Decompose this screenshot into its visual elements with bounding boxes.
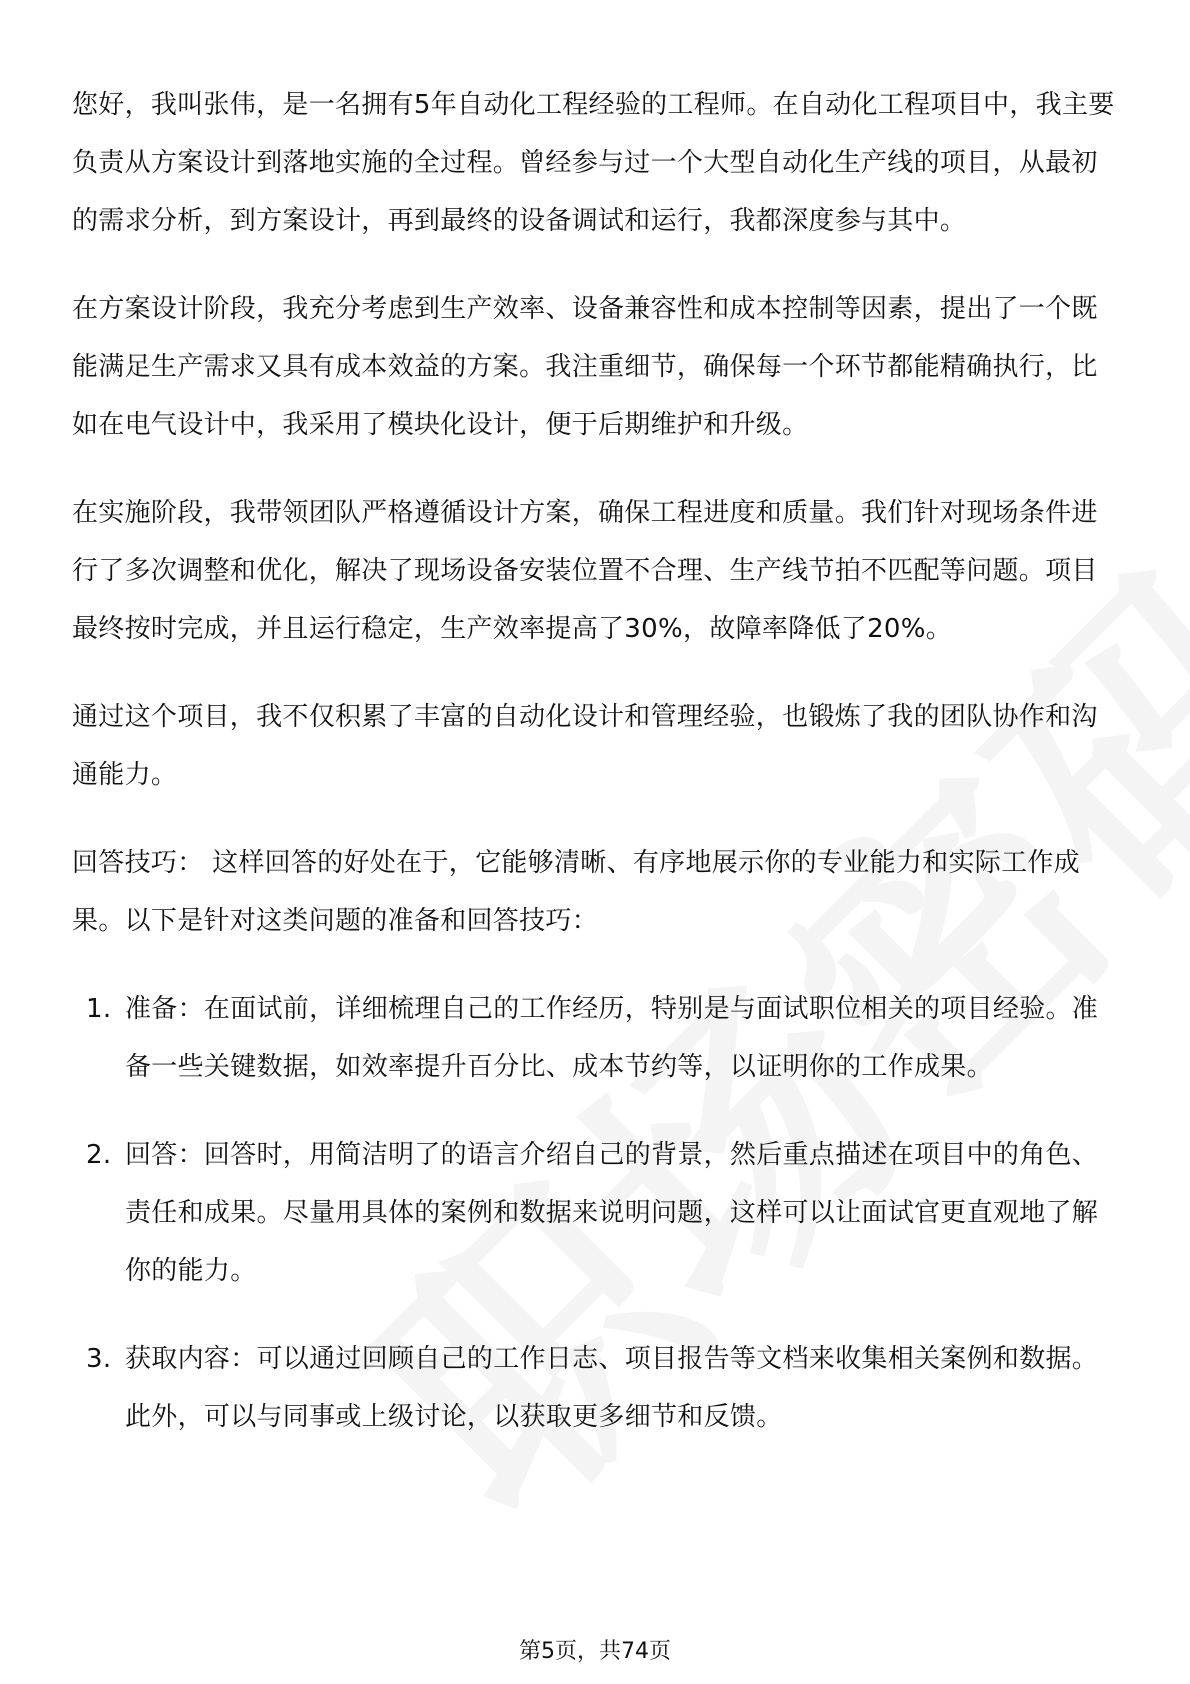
list-item-text: 回答：回答时，用简洁明了的语言介绍自己的背景，然后重点描述在项目中的角色、责任和成果。尽量用具体的案例和数据来说明问题，这样可以让面试官更直观地了解你的能力。 [125,1140,1099,1286]
list-item [72,980,1122,1096]
paragraph-answer-tips: 回答技巧： 这样回答的好处在于，它能够清晰、有序地展示你的专业能力和实际工作成果。以下是针对这类问题的准备和回答技巧： [72,848,1080,936]
paragraph-summary: 通过这个项目，我不仅积累了丰富的自动化设计和管理经验，也锻炼了我的团队协作和沟通能力。 [72,702,1098,790]
page-number-footer: 第5页，共74页 [519,1639,671,1664]
list-item-text: 准备：在面试前，详细梳理自己的工作经历，特别是与面试职位相关的项目经验。准备一些关键数据，如效率提升百分比、成本节约等，以证明你的工作成果。 [125,994,1099,1082]
list-number: 2. [86,1140,112,1170]
paragraph-intro: 您好，我叫张伟，是一名拥有5年自动化工程经验的工程师。在自动化工程项目中，我主要负责从方案设计到落地实施的全过程。曾经参与过一个大型自动化生产线的项目，从最初的需求分析，到方案设计，再到最终的设备调试和运行，我都深度参与其中。 [72,90,1115,236]
list-number: 1. [86,994,112,1024]
list-item [72,1126,1122,1300]
list-number: 3. [86,1344,112,1374]
list-item-text: 获取内容：可以通过回顾自己的工作日志、项目报告等文档来收集相关案例和数据。此外，可以与同事或上级讨论，以获取更多细节和反馈。 [125,1344,1099,1432]
document-body [72,76,1122,1476]
tips-list [72,980,1122,1446]
list-item [72,1330,1122,1446]
paragraph-design-phase: 在方案设计阶段，我充分考虑到生产效率、设备兼容性和成本控制等因素，提出了一个既能满足生产需求又具有成本效益的方案。我注重细节，确保每一个环节都能精确执行，比如在电气设计中，我采用了模块化设计，便于后期维护和升级。 [72,294,1098,440]
paragraph-implementation-phase: 在实施阶段，我带领团队严格遵循设计方案，确保工程进度和质量。我们针对现场条件进行了多次调整和优化，解决了现场设备安装位置不合理、生产线节拍不匹配等问题。项目最终按时完成，并且运行稳定，生产效率提高了30%，故障率降低了20%。 [72,498,1098,644]
